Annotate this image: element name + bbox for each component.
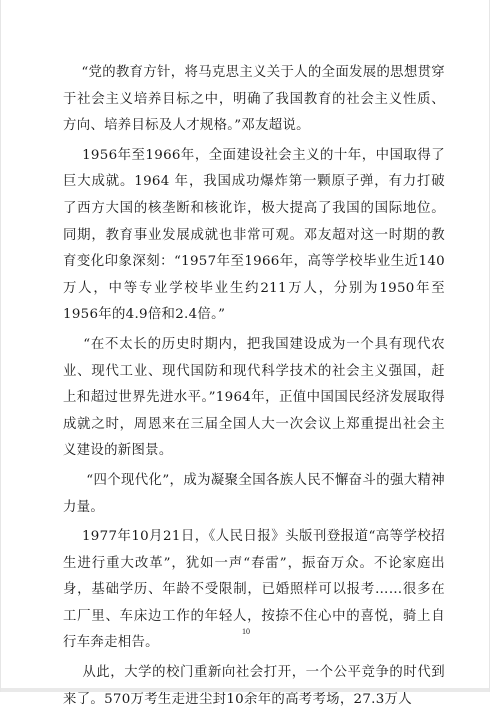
paragraph-four-modernizations-goal: “在不太长的历史时期内，把我国建设成为一个具有现代农业、现代工业、现代国防和现代科学技术的社会主义强国，赶上和超过世界先进水平。”1964年，正值中国国民经济发展取得成就之时，周恩来在三届全国人大一次会议上郑重提出社会主义建设的新图景。 [63, 336, 445, 459]
paragraph-four-modernizations: “四个现代化”，成为凝聚全国各族人民不懈奋斗的强大精神力量。 [63, 472, 445, 515]
paragraph-university-reopening: 从此，大学的校门重新向社会打开，一个公平竞争的时代到来了。570万考生走进尘封10余年的高考考场，27.3万人 [63, 665, 445, 707]
paragraph-education-policy: “党的教育方针，将马克思主义关于人的全面发展的思想贯穿于社会主义培养目标之中，明确了我国教育的社会主义性质、方向、培养目标及人才规格。”邓友超说。 [63, 65, 445, 134]
paragraph-gaokao-restoration: 1977年10月21日，《人民日报》头版刊登报道“高等学校招生进行重大改革”，犹如一声“春雷”，振奋万众。不论家庭出身，基础学历、年龄不受限制，已婚照样可以报考……很多在工厂里、车床边工作的年轻人，按捺不住心中的喜悦，骑上自行车奔走相告。 [63, 529, 445, 651]
paragraph-socialist-construction: 1956年至1966年，全面建设社会主义的十年，中国取得了巨大成就。1964 年，我国成功爆炸第一颗原子弹，有力打破了西方大国的核垄断和核讹诈，极大提高了我国的国际地位。同期，教育事业发展成就也非常可观。邓友超对这一时期的教育变化印象深刻：“1957年至1966年，高等学校毕业生近140万人，中等专业学校毕业生约211万人，分别为1950年至1956年的4.9倍和2.4倍。” [63, 147, 445, 323]
document-body [63, 60, 445, 716]
page-number: 10 [242, 627, 250, 636]
